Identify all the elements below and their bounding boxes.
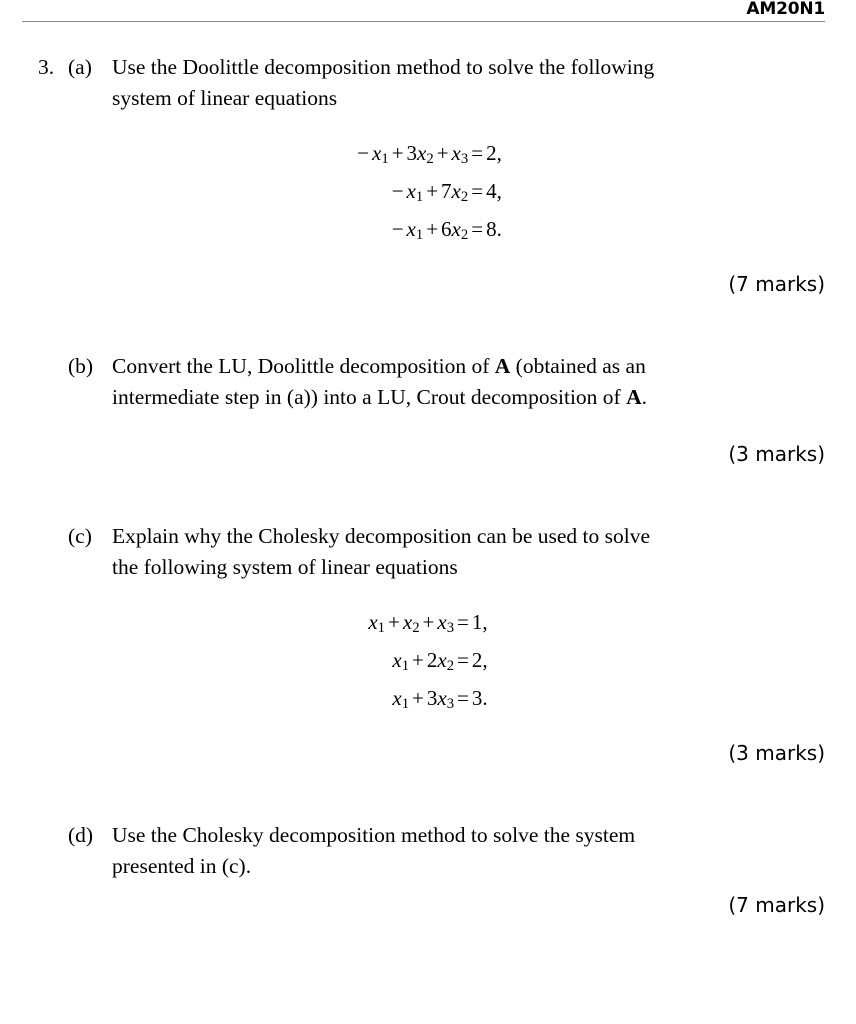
equation-row: − $x_1 + 6x_2 = 8$. xyxy=(391,217,502,244)
part-label-a: (a) xyxy=(68,55,92,79)
part-b-line2-pre: intermediate step in (a)) into a LU, Crout decomposition of xyxy=(112,385,627,409)
part-b-text-block xyxy=(0,351,856,413)
part-label-d: (d) xyxy=(68,823,94,847)
part-c-line2: the following system of linear equations xyxy=(112,555,458,579)
question-part-a xyxy=(0,52,856,297)
part-a-line1: Use the Doolittle decomposition method to solve the following xyxy=(112,55,655,79)
exam-code: AM20N1 xyxy=(746,0,825,19)
part-c-paragraph xyxy=(112,521,825,583)
part-b-paragraph xyxy=(112,351,825,413)
marks-part-d: (7 marks) xyxy=(728,893,825,917)
question-number: 3. xyxy=(38,55,55,79)
part-b-line1-post: (obtained as an xyxy=(510,354,646,378)
equation-row: $x_1 + x_2 + x_3 = 1$, xyxy=(368,610,488,637)
header-divider xyxy=(22,21,825,22)
question-part-b xyxy=(0,351,856,467)
part-d-line2: presented in (c). xyxy=(112,854,252,878)
part-b-line2-post: . xyxy=(641,385,647,409)
marks-part-c: (3 marks) xyxy=(728,741,825,765)
matrix-symbol-a: A xyxy=(494,354,511,378)
marks-part-a: (7 marks) xyxy=(728,272,825,296)
page-header xyxy=(22,0,825,30)
part-label-b: (b) xyxy=(68,354,94,378)
matrix-symbol-a: A xyxy=(626,385,642,409)
equation-system-a xyxy=(0,134,856,248)
part-b-line2 xyxy=(112,382,825,413)
equation-row: $x_1 + 2x_2 = 2$, xyxy=(392,648,488,675)
equation-row: − $x_1 + 7x_2 = 4$, xyxy=(391,179,502,206)
equation-row: $x_1 + 3x_3 = 3$. xyxy=(392,686,488,713)
part-c-line1: Explain why the Cholesky decomposition can be used to solve xyxy=(112,524,651,548)
part-c-text-block xyxy=(0,521,856,583)
equation-system-c xyxy=(0,603,856,717)
part-d-paragraph xyxy=(112,820,825,882)
part-a-line2: system of linear equations xyxy=(112,86,338,110)
question-part-d xyxy=(0,820,856,918)
part-label-c: (c) xyxy=(68,524,92,548)
part-b-line1-pre: Convert the LU, Doolittle decomposition of xyxy=(112,354,495,378)
part-d-line1: Use the Cholesky decomposition method to solve the system xyxy=(112,823,636,847)
part-a-paragraph xyxy=(112,52,825,114)
part-a-text-block xyxy=(0,52,856,114)
equation-row: − $x_1 + 3x_2 + x_3 = 2$, xyxy=(357,141,502,168)
part-d-text-block xyxy=(0,820,856,882)
question-part-c xyxy=(0,521,856,766)
question-content xyxy=(0,52,856,918)
marks-part-b: (3 marks) xyxy=(728,442,825,466)
